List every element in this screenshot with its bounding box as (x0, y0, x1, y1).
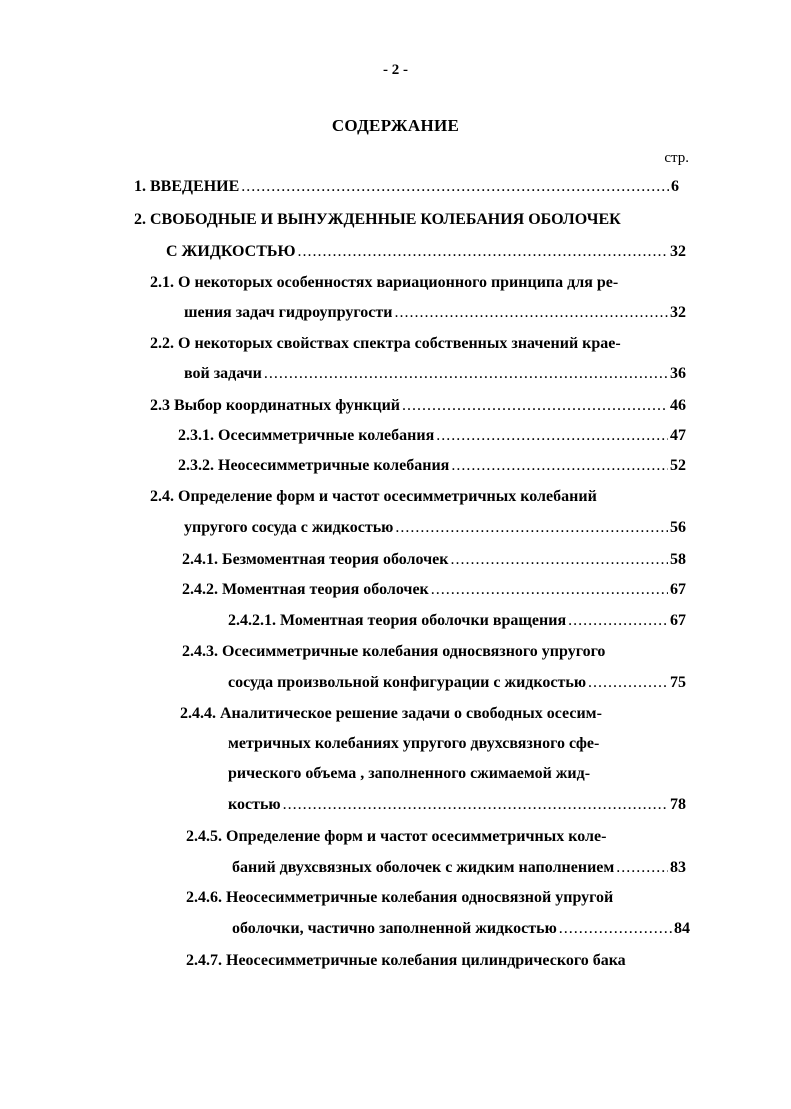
page-number: - 2 - (383, 62, 408, 78)
toc-entry-text: упругого сосуда с жидкостью (184, 519, 394, 536)
toc-entry-text: 2.1. О некоторых особенностях вариационного принципа для ре- (150, 274, 619, 291)
dot-leader (264, 364, 668, 384)
toc-entry-text: метричных колебаниях упругого двухсвязного сфе- (228, 735, 600, 752)
toc-entry-1 (134, 177, 679, 199)
toc-entry-text: 2.3.1. Осесимметричные колебания (178, 427, 435, 444)
dot-leader (283, 795, 668, 815)
dot-leader (402, 396, 668, 416)
toc-entry-text: 1. ВВЕДЕНИЕ (134, 178, 240, 195)
toc-entry-line (184, 303, 686, 323)
toc-entry-2-4-5-line2 (232, 858, 686, 880)
toc-entry-page: 75 (670, 674, 686, 691)
toc-entry-line (182, 580, 686, 600)
toc-entry-page: 47 (670, 427, 686, 444)
toc-entry-text: оболочки, частично заполненной жидкостью (232, 920, 557, 937)
toc-entry-2-4-6-line2 (232, 919, 690, 941)
toc-entry-line (150, 396, 686, 416)
dot-leader (559, 919, 672, 939)
toc-entry-text: 2.4.6. Неосесимметричные колебания односвязной упругой (186, 889, 614, 906)
dot-leader (241, 177, 669, 197)
toc-entry-text: баний двухсвязных оболочек с жидким наполнением (232, 859, 615, 876)
toc-entry-2-2-line1 (150, 334, 686, 356)
toc-entry-2-4-line2 (184, 518, 686, 540)
dot-leader (568, 611, 668, 631)
toc-entry-page: 46 (670, 397, 686, 414)
toc-entry-page: 58 (670, 551, 686, 568)
toc-entry-text: рического объема , заполненного сжимаемой жид- (228, 765, 591, 782)
toc-entry-text: 2.4.2. Моментная теория оболочек (182, 581, 429, 598)
toc-entry-2-4-7 (186, 951, 686, 973)
dot-leader (450, 550, 668, 570)
toc-entry-text: С ЖИДКОСТЬЮ (166, 243, 296, 260)
toc-entry-2-2-line2 (184, 364, 686, 386)
toc-entry-text: 2.4.7. Неосесимметричные колебания цилиндрического бака (186, 952, 626, 969)
toc-entry-2-4-1 (182, 550, 686, 572)
toc-entry-2-4-2-1 (228, 611, 686, 633)
toc-entry-text: 2.4.3. Осесимметричные колебания односвязного упругого (182, 643, 606, 660)
toc-entry-text: 2.4.2.1. Моментная теория оболочки вращения (228, 612, 567, 629)
toc-entry-line (228, 611, 686, 631)
toc-entry-2-4-4-line3 (228, 764, 686, 786)
dot-leader (431, 580, 668, 600)
toc-entry-2-4-line1 (150, 487, 686, 509)
toc-entry-2-line1 (134, 210, 686, 232)
toc-entry-line (228, 795, 686, 815)
toc-entry-text: 2.4.1. Безмоментная теория оболочек (182, 551, 449, 568)
toc-entry-line (166, 242, 686, 262)
toc-entry-line (184, 364, 686, 384)
toc-entry-line (232, 858, 686, 878)
dot-leader (395, 518, 668, 538)
toc-entry-2-3 (150, 396, 686, 418)
toc-entry-2-line2 (166, 242, 686, 264)
toc-entry-text: вой задачи (184, 365, 262, 382)
dot-leader (436, 426, 668, 446)
toc-entry-line (232, 919, 690, 939)
dot-leader (298, 242, 669, 262)
toc-entry-page: 83 (670, 859, 686, 876)
toc-entry-line (228, 673, 686, 693)
toc-entry-2-4-4-line4 (228, 795, 686, 817)
toc-entry-2-4-6-line1 (186, 888, 690, 910)
toc-entry-2-4-3-line2 (228, 673, 686, 695)
toc-entry-page: 67 (670, 581, 686, 598)
toc-entry-line (178, 456, 686, 476)
toc-entry-text: 2.4.4. Аналитическое решение задачи о свободных осесим- (180, 705, 602, 722)
toc-entry-2-4-3-line1 (182, 642, 686, 664)
toc-entry-line (134, 177, 679, 197)
toc-entry-page: 84 (674, 920, 690, 937)
toc-entry-page: 32 (670, 304, 686, 321)
toc-entry-page: 78 (670, 796, 686, 813)
toc-entry-text: 2.3 Выбор координатных функций (150, 397, 400, 414)
toc-entry-text: 2.4.5. Определение форм и частот осесимметричных коле- (186, 828, 607, 845)
dot-leader (394, 303, 668, 323)
dot-leader (451, 456, 668, 476)
toc-entry-text: 2.3.2. Неосесимметричные колебания (178, 457, 450, 474)
toc-entry-2-4-4-line1 (180, 704, 686, 726)
toc-entry-text: 2.4. Определение форм и частот осесимметричных колебаний (150, 488, 597, 505)
toc-entry-page: 52 (670, 457, 686, 474)
toc-entry-2-3-1 (178, 426, 686, 448)
toc-entry-text: 2. СВОБОДНЫЕ И ВЫНУЖДЕННЫЕ КОЛЕБАНИЯ ОБОЛОЧЕК (134, 211, 621, 228)
dot-leader (588, 673, 668, 693)
toc-entry-text: сосуда произвольной конфигурации с жидкостью (228, 674, 587, 691)
page-title: СОДЕРЖАНИЕ (331, 116, 460, 135)
toc-entry-page: 67 (670, 612, 686, 629)
toc-entry-page: 6 (671, 178, 679, 195)
toc-entry-text: костью (228, 796, 281, 813)
toc-entry-2-1-line2 (184, 303, 686, 325)
toc-entry-page: 36 (670, 365, 686, 382)
toc-entry-2-3-2 (178, 456, 686, 478)
toc-entry-2-4-2 (182, 580, 686, 602)
page-column-label: стр. (664, 150, 689, 166)
toc-entry-text: шения задач гидроупругости (184, 304, 393, 321)
toc-entry-line (182, 550, 686, 570)
toc-entry-2-1-line1 (150, 273, 686, 295)
toc-entry-text: 2.2. О некоторых свойствах спектра собственных значений крае- (150, 335, 621, 352)
toc-entry-2-4-5-line1 (186, 827, 686, 849)
toc-entry-page: 56 (670, 519, 686, 536)
toc-entry-page: 32 (670, 243, 686, 260)
toc-entry-line (178, 426, 686, 446)
dot-leader (616, 858, 668, 878)
toc-entry-line (184, 518, 686, 538)
toc-entry-2-4-4-line2 (228, 734, 686, 756)
